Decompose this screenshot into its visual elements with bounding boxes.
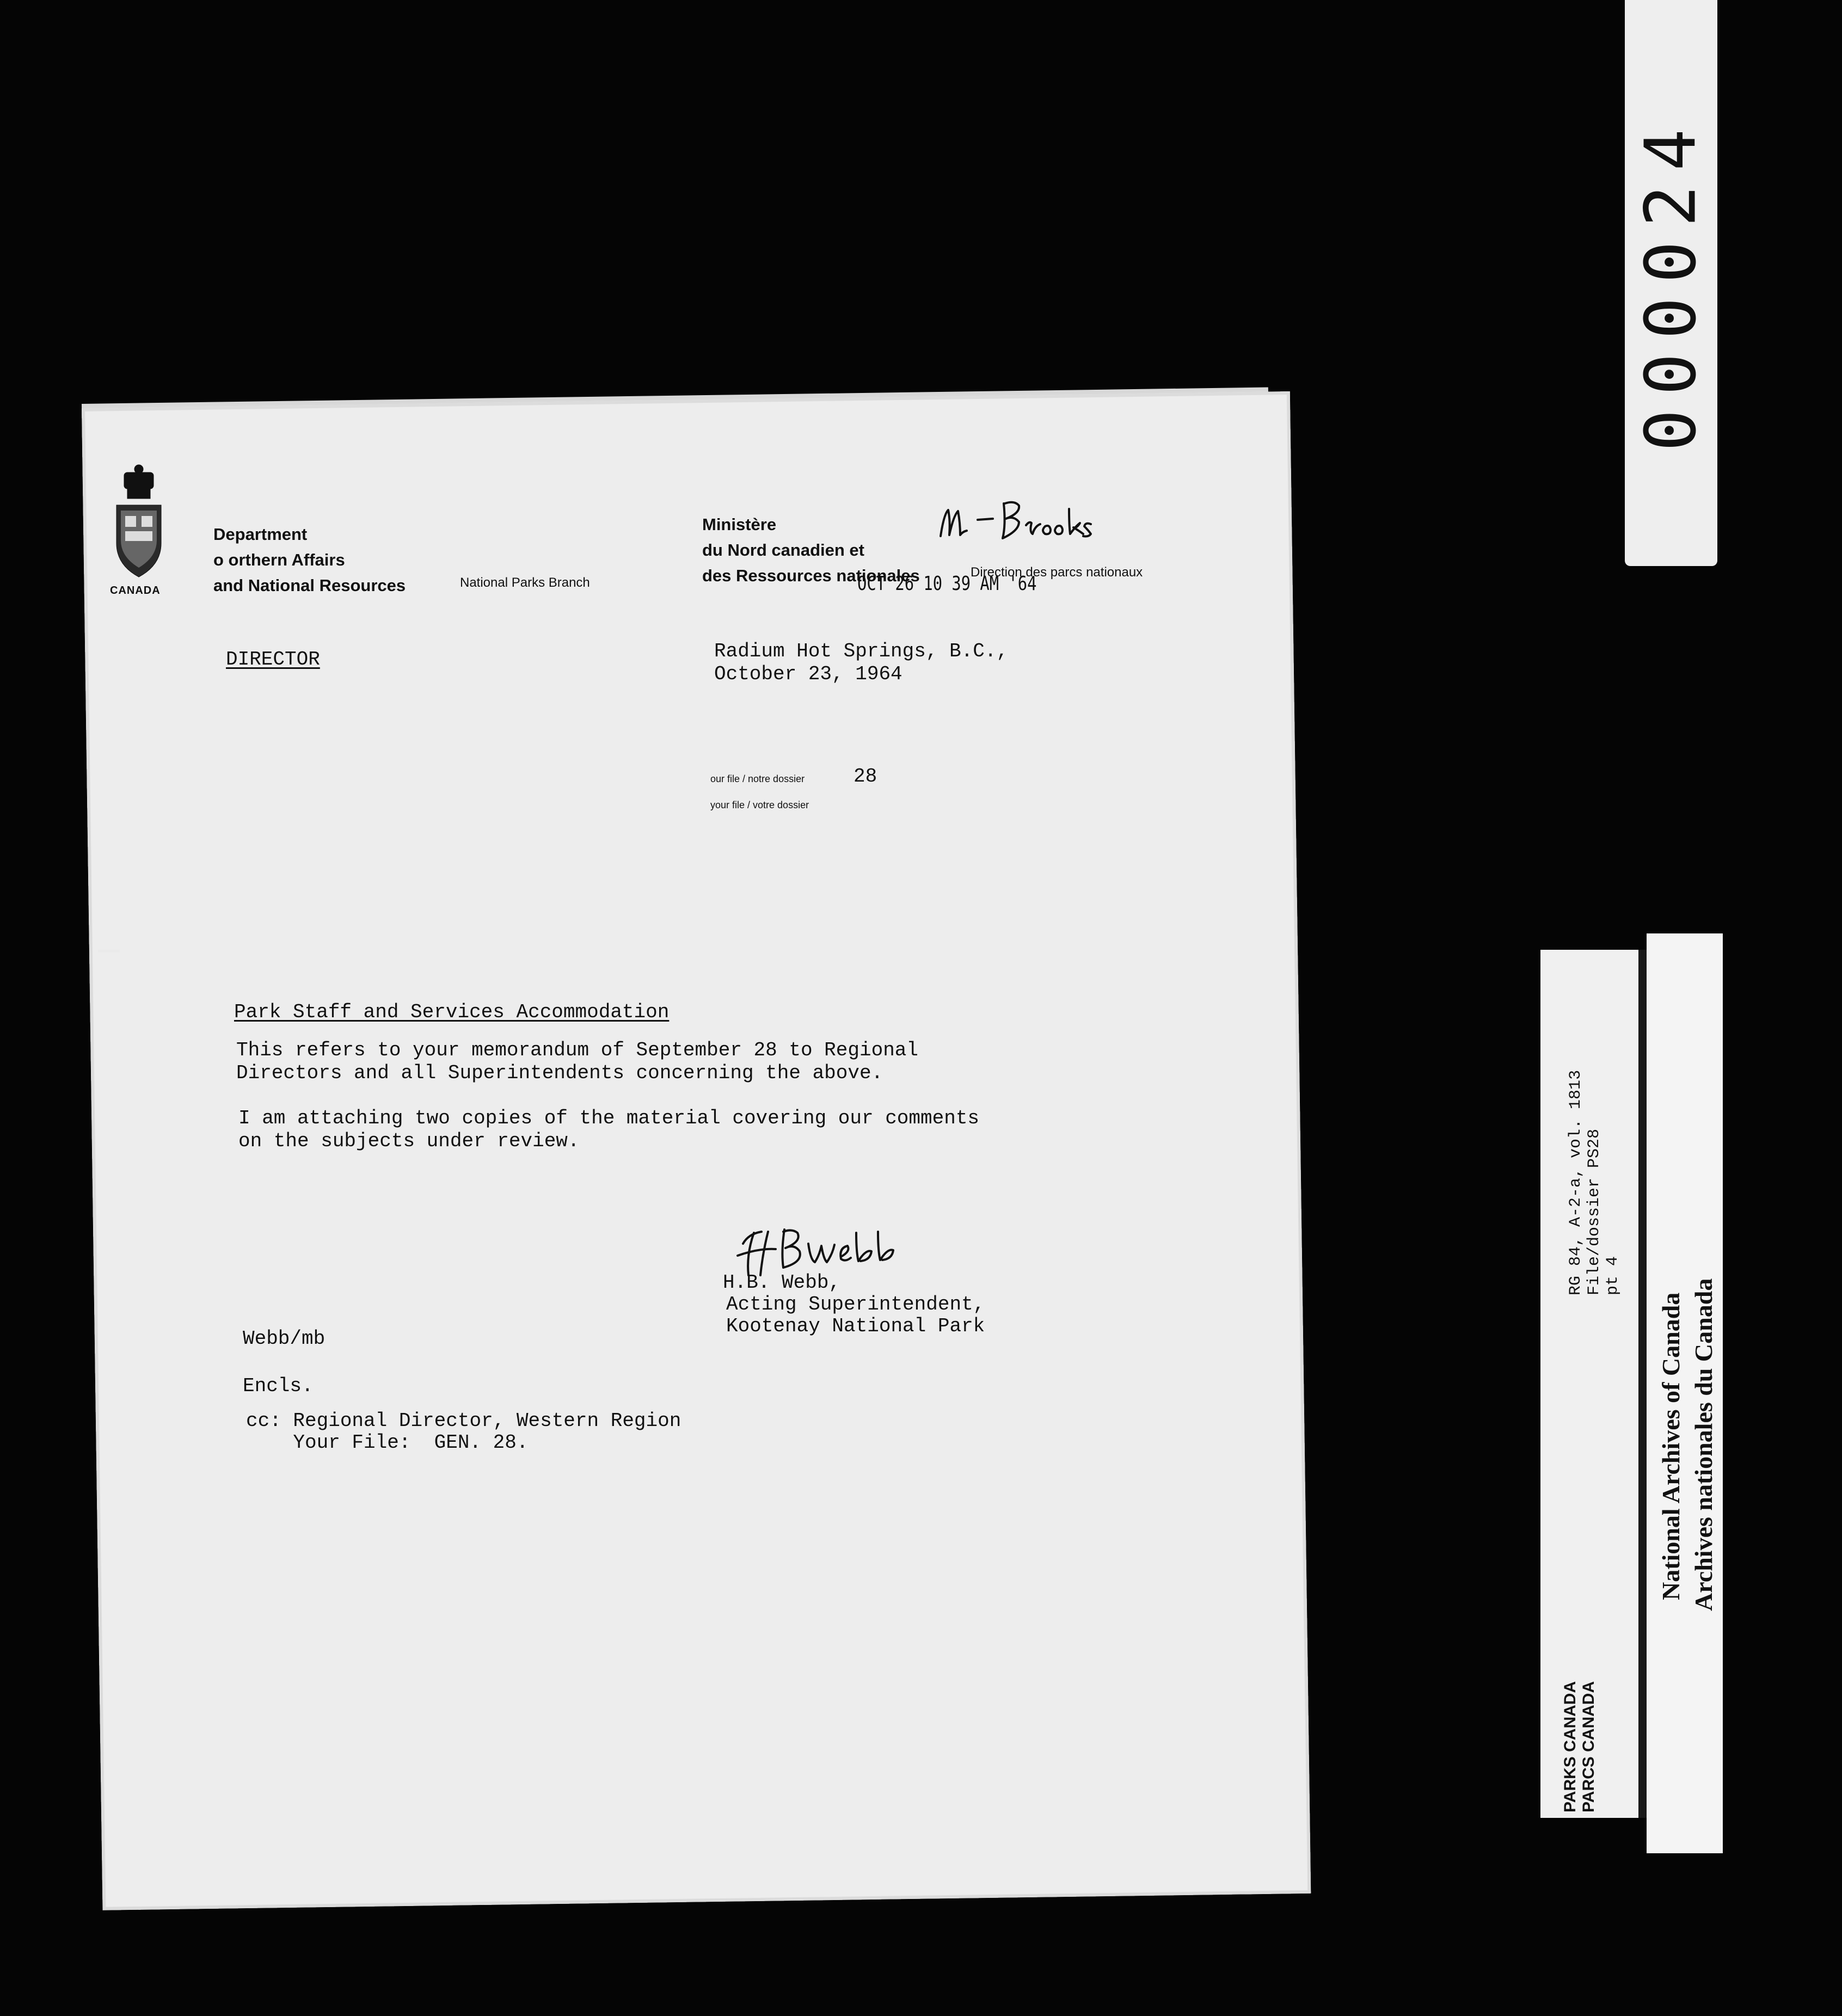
cc-file-line: Your File: GEN. 28.: [246, 1431, 529, 1454]
signature-title: Acting Superintendent,: [726, 1293, 985, 1316]
letterhead-french-branch: Direction des parcs nationaux: [971, 565, 1143, 580]
received-stamp: OCT 26 10 39 AM '64: [857, 573, 1037, 595]
place-line: Radium Hot Springs, B.C.,: [714, 640, 1009, 662]
our-file-label: our file / notre dossier: [710, 773, 805, 784]
agency-label: PARKS CANADA: [1561, 1681, 1579, 1812]
canada-crest-icon: [109, 462, 169, 592]
archive-ref-line: File/dossier PS28: [1585, 1128, 1604, 1295]
canada-label: CANADA: [110, 585, 161, 597]
your-file-label: your file / votre dossier: [710, 800, 809, 810]
institution-name-en: National Archives of Canada: [1657, 1292, 1685, 1600]
body-line: Directors and all Superintendents concerning the above.: [236, 1062, 883, 1084]
institution-name-fr: Archives nationales du Canada: [1690, 1278, 1717, 1611]
cc-line: cc: Regional Director, Western Region: [246, 1410, 681, 1432]
our-file-value: 28: [854, 765, 877, 788]
letterhead-english-line: Department: [213, 525, 308, 544]
archive-ref-line: RG 84, A-2-a, vol. 1813: [1567, 1070, 1585, 1295]
body-line: I am attaching two copies of the material covering our comments: [238, 1107, 980, 1129]
handwritten-note-m-brooks: [936, 493, 1121, 552]
signature-name: H.B. Webb,: [723, 1271, 841, 1294]
archive-ref-line: pt 4: [1604, 1256, 1622, 1295]
addressee: DIRECTOR: [226, 648, 320, 671]
agency-label: PARCS CANADA: [1580, 1681, 1598, 1812]
letterhead-english-branch: National Parks Branch: [460, 575, 590, 590]
signature-park: Kootenay National Park: [726, 1315, 985, 1337]
margin-mark: [98, 950, 120, 952]
body-line: on the subjects under review.: [238, 1130, 580, 1152]
subject-line: Park Staff and Services Accommodation: [234, 1001, 670, 1023]
typist-initials: Webb/mb: [243, 1327, 326, 1350]
letterhead-english-line: and National Resources: [213, 576, 406, 595]
letterhead-french-line: du Nord canadien et: [702, 540, 864, 560]
body-line: This refers to your memorandum of September 28 to Regional: [236, 1039, 919, 1061]
frame-number: 000024: [1630, 114, 1712, 452]
enclosures: Encls.: [243, 1375, 314, 1397]
letterhead-english: [213, 521, 406, 598]
letterhead-english-line: o orthern Affairs: [213, 550, 345, 569]
letterhead-french-line: Ministère: [702, 515, 777, 534]
card-divider: [1638, 950, 1647, 1818]
date-line: October 23, 1964: [714, 663, 902, 685]
letterhead-french-line: des Ressources nationales: [702, 566, 920, 585]
